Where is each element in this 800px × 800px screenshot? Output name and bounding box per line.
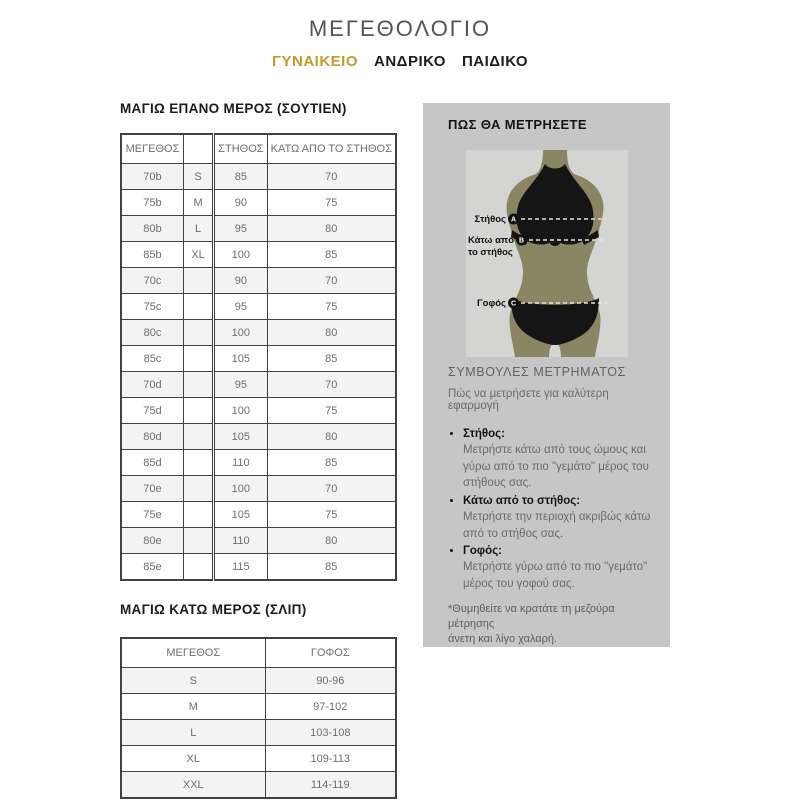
table-cell: 75d [121,398,183,424]
measurement-panel-title: ΠΩΣ ΘΑ ΜΕΤΡΗΣΕΤΕ [448,117,587,132]
tips-title: ΣΥΜΒΟΥΛΕΣ ΜΕΤΡΗΜΑΤΟΣ [448,365,626,379]
table-cell: 70 [267,268,396,294]
chest-marker-letter: A [510,216,517,224]
table-cell: 110 [214,528,267,554]
table-cell [183,476,213,502]
table-cell: XXL [121,772,265,799]
column-header: ΜΕΓΕΘΟΣ [121,638,265,668]
table-cell: 85e [121,554,183,581]
table-row [121,772,396,799]
column-header: ΜΕΓΕΘΟΣ [121,134,183,164]
bottoms-table-body [121,668,396,799]
table-cell [183,424,213,450]
table-cell: 75c [121,294,183,320]
column-header: ΣΤΗΘΟΣ [214,134,267,164]
table-cell: M [183,190,213,216]
measurement-tips [448,365,655,648]
chest-label: Στήθος [474,214,506,225]
table-cell: XL [121,746,265,772]
table-cell: 70 [267,476,396,502]
tops-table-title: ΜΑΓΙΩ ΕΠΑΝΟ ΜΕΡΟΣ (ΣΟΥΤΙΕΝ) [120,101,347,116]
table-cell [183,398,213,424]
table-cell: S [183,164,213,190]
column-header [183,134,213,164]
tip-description: Μετρήστε γύρω από το πιο "γεμάτο" μέρος του γοφού σας. [463,561,648,591]
table-cell: 80 [267,528,396,554]
tops-table-body [121,164,396,581]
category-tabs [0,53,800,70]
table-cell: 100 [214,476,267,502]
table-cell: 80b [121,216,183,242]
header-row [121,638,396,668]
underbust-marker-letter: B [518,237,525,245]
table-cell [183,294,213,320]
tab-women[interactable]: ΓΥΝΑΙΚΕΙΟ [271,53,358,70]
table-cell [183,372,213,398]
table-cell: 110 [214,450,267,476]
tip-term: • Κάτω από το στήθος: [463,495,581,508]
table-cell: 115 [214,554,267,581]
tops-table [120,133,397,581]
bottoms-table-title: ΜΑΓΙΩ ΚΑΤΩ ΜΕΡΟΣ (ΣΛΙΠ) [120,602,307,617]
table-row [121,372,396,398]
measurement-figure [466,150,628,357]
table-row [121,502,396,528]
table-row [121,216,396,242]
tips-footnote [448,602,655,648]
table-cell [183,502,213,528]
table-row [121,476,396,502]
table-cell: 103-108 [265,720,396,746]
table-cell: 70 [267,372,396,398]
table-cell: 70e [121,476,183,502]
table-cell: 85 [267,554,396,581]
measurement-panel [423,103,670,647]
page-title: ΜΕΓΕΘΟΛΟΓΙΟ [308,16,492,41]
table-cell [183,554,213,581]
mannequin-diagram [466,150,628,357]
table-cell: 75 [267,502,396,528]
footnote-line-2: άνετη και λίγο χαλαρή. [448,633,558,646]
table-cell [183,450,213,476]
table-row [121,346,396,372]
table-cell: 75 [267,294,396,320]
table-cell: 90-96 [265,668,396,694]
table-cell: 80 [267,424,396,450]
table-cell: 85 [267,450,396,476]
table-cell: M [121,694,265,720]
table-cell: 70c [121,268,183,294]
table-cell [183,320,213,346]
table-row [121,164,396,190]
table-cell: 100 [214,320,267,346]
table-cell: 75 [267,398,396,424]
table-cell: 75 [267,190,396,216]
tip-term: • Γοφός: [463,545,502,558]
hip-marker-letter: C [510,300,517,308]
tab-kids[interactable]: ΠΑΙΔΙΚΟ [461,53,529,70]
tips-subtitle: Πώς να μετρήσετε για καλύτερη εφαρμογή [448,388,609,412]
table-cell: 95 [214,372,267,398]
table-cell: 95 [214,216,267,242]
tip-term: • Στήθος: [463,428,505,440]
tops-table-head [121,134,396,164]
table-cell: 75e [121,502,183,528]
bikini-top [516,164,593,245]
table-cell: 80 [267,320,396,346]
table-cell: S [121,668,265,694]
table-cell: L [183,216,213,242]
table-cell: 85b [121,242,183,268]
underbust-label-line2: το στήθος [468,247,513,258]
table-row [121,242,396,268]
tip-description: Μετρήστε την περιοχή ακριβώς κάτω από το στήθος σας. [463,511,651,540]
table-cell [183,346,213,372]
table-cell: 97-102 [265,694,396,720]
table-row [121,268,396,294]
header-row [121,134,396,164]
table-row [121,320,396,346]
table-cell: 100 [214,242,267,268]
table-cell: XL [183,242,213,268]
table-cell: 80d [121,424,183,450]
tip-item [463,545,655,592]
hip-label: Γοφός [476,298,506,309]
table-row [121,450,396,476]
tip-item [463,428,655,492]
column-header: ΚΑΤΩ ΑΠΟ ΤΟ ΣΤΗΘΟΣ [267,134,396,164]
footnote-line-1: *Θυμηθείτε να κρατάτε τη μεζούρα μέτρησης [448,602,615,631]
table-cell: 70d [121,372,183,398]
table-row [121,528,396,554]
underbust-label-line1: Κάτω από [467,235,514,246]
table-cell: 85 [214,164,267,190]
table-cell: 80 [267,216,396,242]
table-row [121,294,396,320]
tips-list [448,428,655,593]
table-cell: 95 [214,294,267,320]
table-cell: L [121,720,265,746]
column-header: ΓΟΦΟΣ [265,638,396,668]
bottoms-table [120,637,397,799]
table-row [121,746,396,772]
table-cell: 109-113 [265,746,396,772]
table-row [121,694,396,720]
table-cell: 90 [214,190,267,216]
table-cell: 85 [267,346,396,372]
table-cell [183,268,213,294]
table-cell: 100 [214,398,267,424]
tab-men[interactable]: ΑΝΔΡΙΚΟ [374,53,446,70]
bottoms-table-head [121,638,396,668]
table-cell: 70b [121,164,183,190]
table-cell: 85d [121,450,183,476]
table-row [121,424,396,450]
table-cell: 105 [214,346,267,372]
table-cell: 105 [214,424,267,450]
table-row [121,720,396,746]
table-cell: 70 [267,164,396,190]
table-cell: 90 [214,268,267,294]
tip-description: Μετρήστε κάτω από τους ώμους και γύρω από το πιο "γεμάτο" μέρος του στήθους σας. [463,444,649,490]
table-cell: 85 [267,242,396,268]
table-cell: 114-119 [265,772,396,799]
table-cell: 80c [121,320,183,346]
table-cell: 80e [121,528,183,554]
table-cell: 105 [214,502,267,528]
table-cell [183,528,213,554]
table-row [121,554,396,581]
table-row [121,668,396,694]
table-row [121,190,396,216]
table-cell: 75b [121,190,183,216]
tip-item [463,495,655,542]
table-row [121,398,396,424]
table-cell: 85c [121,346,183,372]
